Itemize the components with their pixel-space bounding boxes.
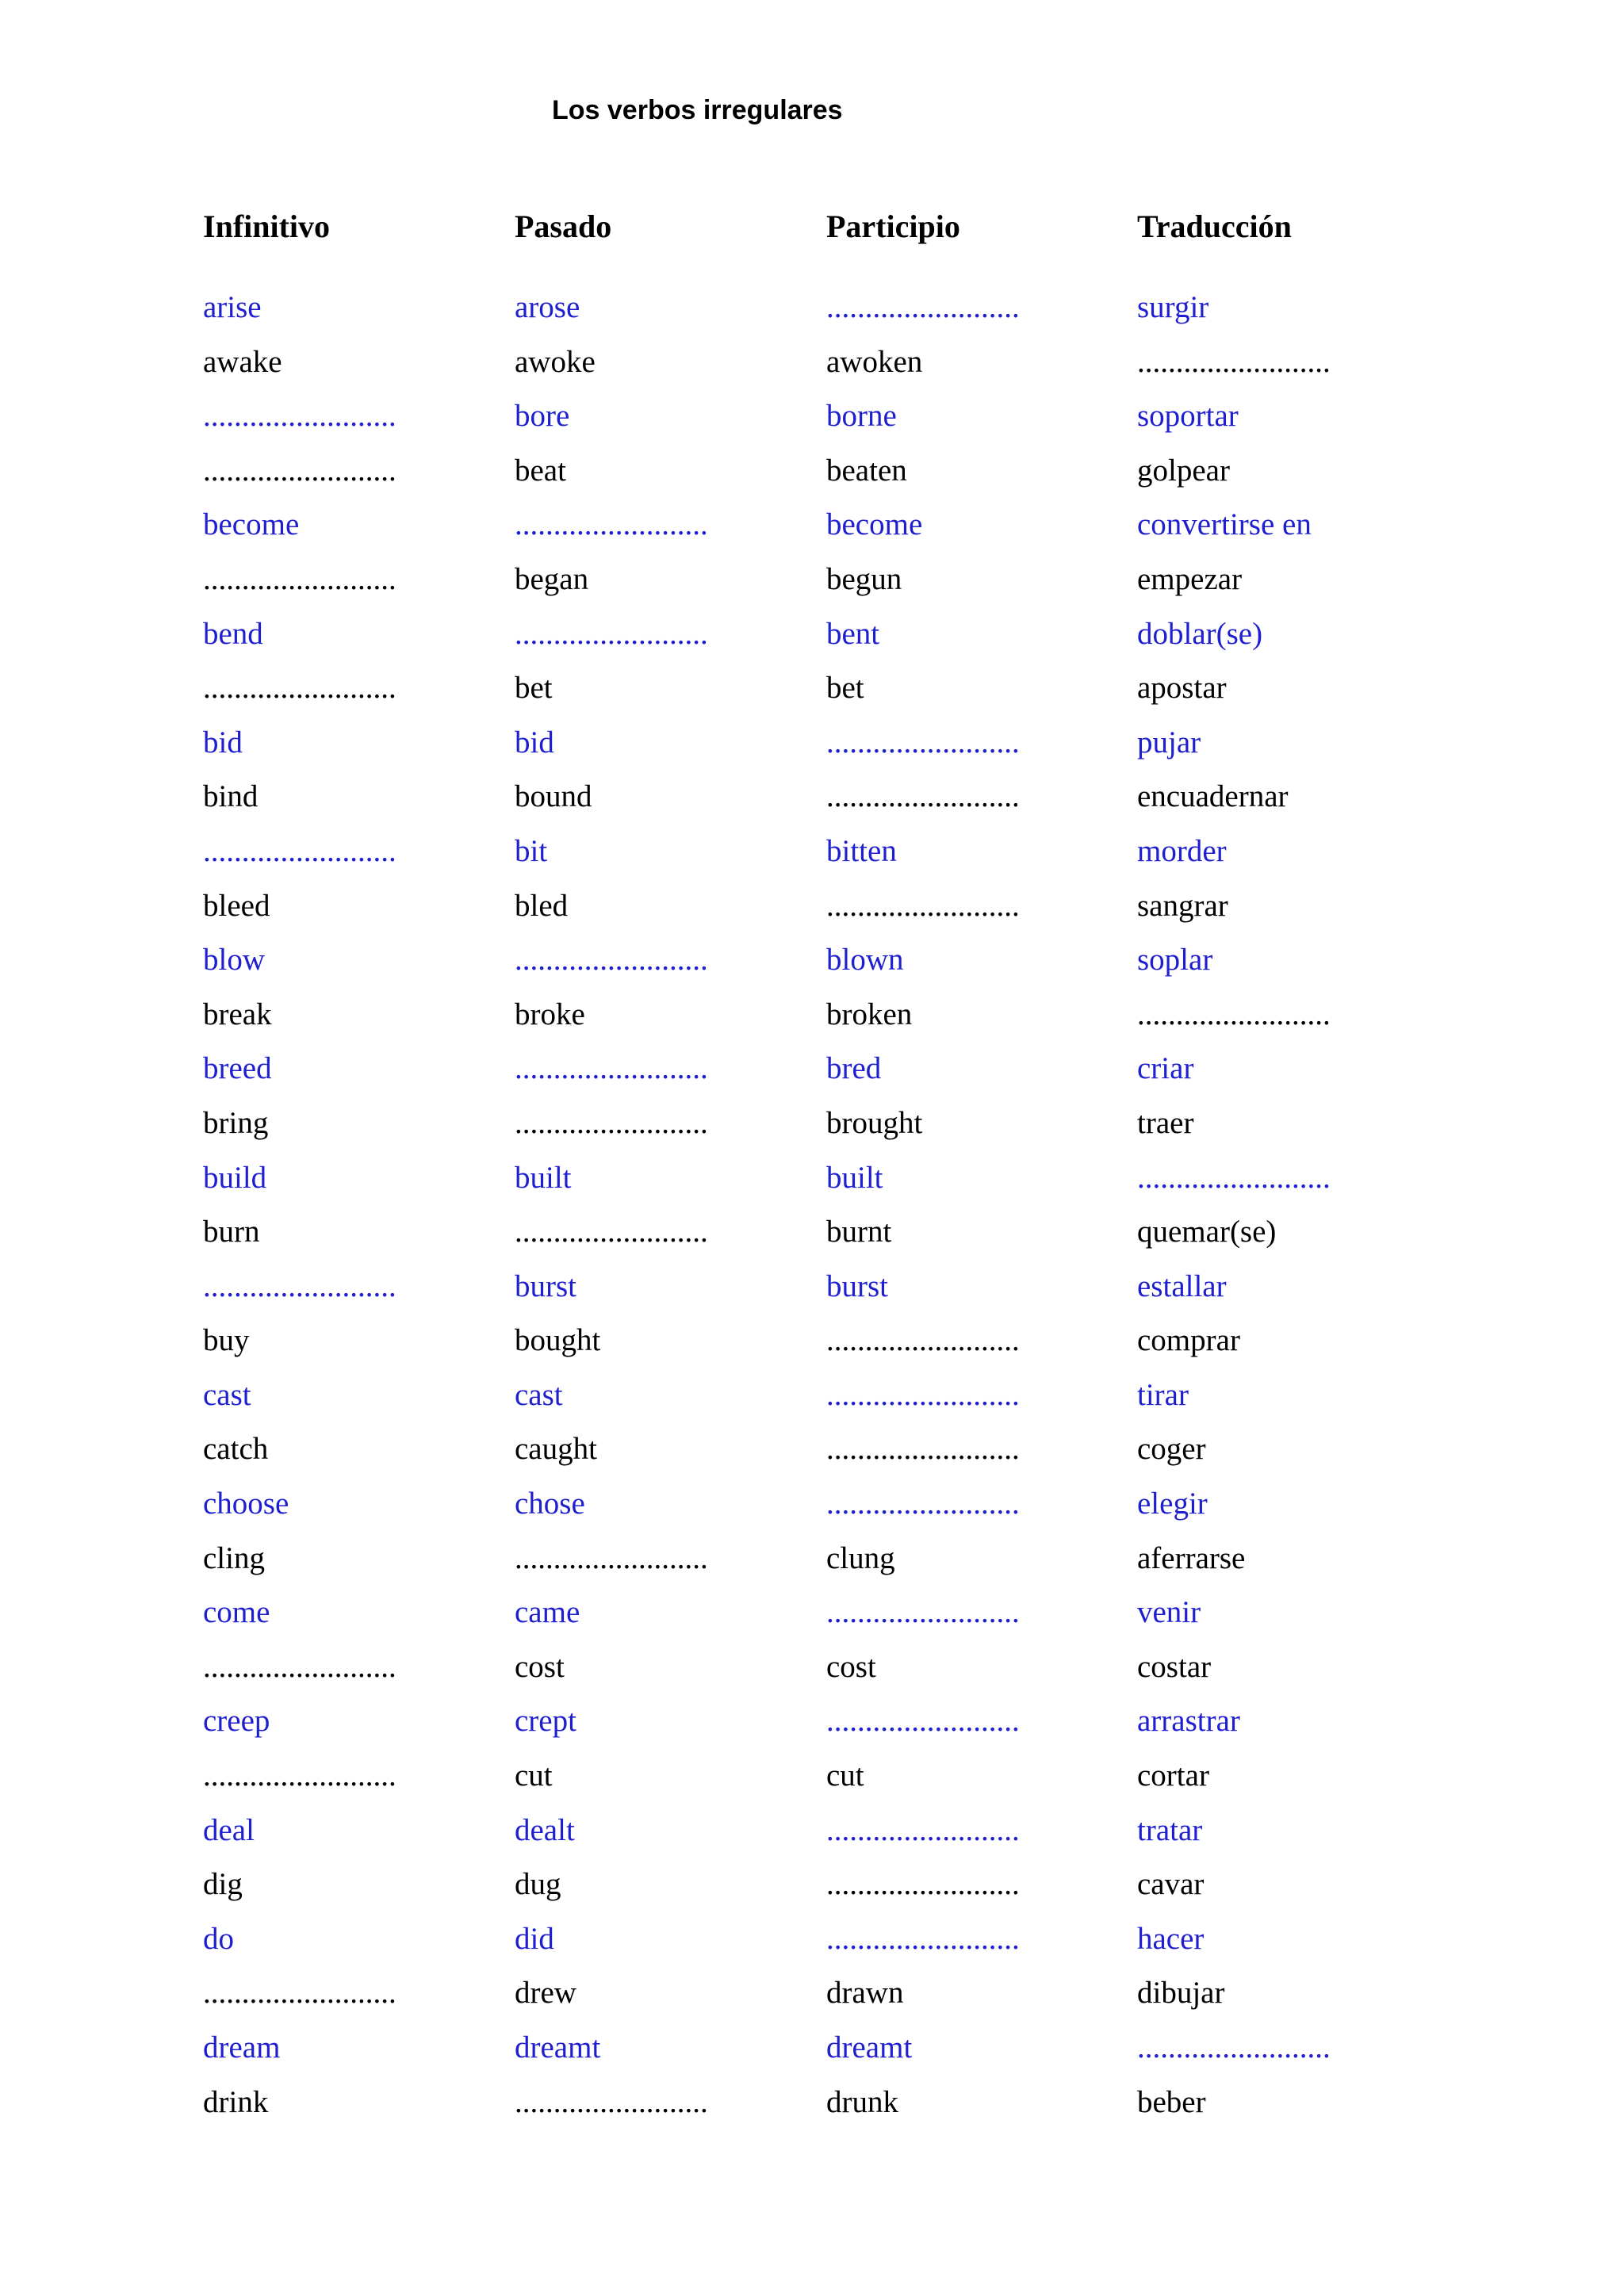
cell-pasado: cut bbox=[515, 1758, 553, 1793]
cell-infinitivo: come bbox=[203, 1595, 270, 1630]
cell-traduccion: venir bbox=[1137, 1595, 1201, 1630]
cell-traduccion: sangrar bbox=[1137, 888, 1228, 923]
table-row bbox=[0, 340, 1624, 395]
cell-participio: broken bbox=[826, 997, 913, 1031]
cell-pasado: came bbox=[515, 1595, 580, 1630]
cell-pasado: dreamt bbox=[515, 2030, 601, 2064]
table-row bbox=[0, 1862, 1624, 1917]
cell-pasado: bound bbox=[515, 779, 592, 814]
document-title: Los verbos irregulares bbox=[552, 95, 843, 125]
table-row bbox=[0, 612, 1624, 667]
cell-traduccion: empezar bbox=[1137, 561, 1243, 596]
table-row bbox=[0, 721, 1624, 775]
cell-infinitivo: do bbox=[203, 1921, 234, 1956]
cell-traduccion: soportar bbox=[1137, 399, 1239, 434]
cell-pasado: arose bbox=[515, 290, 580, 324]
cell-infinitivo: cast bbox=[203, 1377, 251, 1412]
cell-participio: cost bbox=[826, 1649, 876, 1684]
cell-traduccion: traer bbox=[1137, 1105, 1194, 1140]
cell-participio: brought bbox=[826, 1105, 923, 1140]
cell-infinitivo: bend bbox=[203, 616, 263, 651]
cell-traduccion: morder bbox=[1137, 833, 1227, 868]
cell-traduccion: pujar bbox=[1137, 725, 1201, 760]
cell-pasado: awoke bbox=[515, 344, 596, 379]
cell-pasado: ......................... bbox=[515, 943, 708, 978]
table-row bbox=[0, 1590, 1624, 1645]
cell-pasado: broke bbox=[515, 997, 585, 1031]
cell-pasado: bet bbox=[515, 671, 553, 706]
cell-traduccion: ......................... bbox=[1137, 2030, 1331, 2064]
cell-participio: burnt bbox=[826, 1215, 892, 1249]
cell-traduccion: elegir bbox=[1137, 1487, 1208, 1521]
cell-traduccion: comprar bbox=[1137, 1323, 1240, 1358]
cell-participio: become bbox=[826, 507, 923, 542]
table-row bbox=[0, 1917, 1624, 1972]
cell-infinitivo: breed bbox=[203, 1051, 272, 1086]
cell-pasado: ......................... bbox=[515, 507, 708, 542]
cell-infinitivo: bind bbox=[203, 779, 259, 814]
cell-pasado: dug bbox=[515, 1867, 561, 1902]
cell-traduccion: costar bbox=[1137, 1649, 1212, 1684]
table-row bbox=[0, 1536, 1624, 1591]
table-row bbox=[0, 1699, 1624, 1754]
cell-participio: blown bbox=[826, 943, 904, 978]
cell-traduccion: dibujar bbox=[1137, 1976, 1225, 2011]
cell-participio: bet bbox=[826, 671, 864, 706]
cell-infinitivo: ......................... bbox=[203, 1649, 396, 1684]
cell-traduccion: soplar bbox=[1137, 943, 1213, 978]
table-row bbox=[0, 1808, 1624, 1863]
cell-pasado: chose bbox=[515, 1487, 585, 1521]
cell-infinitivo: dream bbox=[203, 2030, 281, 2064]
table-row bbox=[0, 1971, 1624, 2026]
cell-traduccion: hacer bbox=[1137, 1921, 1205, 1956]
table-row bbox=[0, 2026, 1624, 2080]
table-row bbox=[0, 557, 1624, 612]
cell-infinitivo: bring bbox=[203, 1105, 269, 1140]
cell-infinitivo: catch bbox=[203, 1432, 269, 1467]
cell-infinitivo: ......................... bbox=[203, 1269, 396, 1303]
cell-pasado: bought bbox=[515, 1323, 601, 1358]
cell-pasado: ......................... bbox=[515, 1051, 708, 1086]
cell-infinitivo: deal bbox=[203, 1812, 255, 1847]
cell-participio: ......................... bbox=[826, 779, 1020, 814]
cell-traduccion: tirar bbox=[1137, 1377, 1189, 1412]
cell-pasado: ......................... bbox=[515, 2084, 708, 2119]
cell-participio: built bbox=[826, 1160, 883, 1195]
cell-traduccion: apostar bbox=[1137, 671, 1227, 706]
cell-pasado: crept bbox=[515, 1704, 576, 1739]
cell-traduccion: arrastrar bbox=[1137, 1704, 1240, 1739]
cell-infinitivo: creep bbox=[203, 1704, 270, 1739]
cell-infinitivo: bleed bbox=[203, 888, 270, 923]
cell-traduccion: ......................... bbox=[1137, 344, 1331, 379]
cell-participio: drawn bbox=[826, 1976, 904, 2011]
cell-pasado: burst bbox=[515, 1269, 576, 1303]
cell-infinitivo: bid bbox=[203, 725, 243, 760]
cell-participio: bred bbox=[826, 1051, 882, 1086]
table-row bbox=[0, 938, 1624, 993]
table-row bbox=[0, 1047, 1624, 1101]
cell-pasado: caught bbox=[515, 1432, 597, 1467]
table-row bbox=[0, 1427, 1624, 1482]
table-row bbox=[0, 829, 1624, 884]
cell-pasado: ......................... bbox=[515, 1105, 708, 1140]
cell-infinitivo: awake bbox=[203, 344, 282, 379]
cell-traduccion: cavar bbox=[1137, 1867, 1205, 1902]
cell-participio: ......................... bbox=[826, 888, 1020, 923]
cell-pasado: dealt bbox=[515, 1812, 575, 1847]
table-row bbox=[0, 1318, 1624, 1373]
table-row bbox=[0, 993, 1624, 1047]
table-row bbox=[0, 1101, 1624, 1156]
table-row bbox=[0, 1482, 1624, 1536]
cell-participio: burst bbox=[826, 1269, 888, 1303]
cell-pasado: ......................... bbox=[515, 1215, 708, 1249]
table-row bbox=[0, 1265, 1624, 1319]
cell-infinitivo: ......................... bbox=[203, 399, 396, 434]
cell-traduccion: coger bbox=[1137, 1432, 1206, 1467]
cell-pasado: bit bbox=[515, 833, 548, 868]
cell-participio: ......................... bbox=[826, 1921, 1020, 1956]
cell-traduccion: aferrarse bbox=[1137, 1540, 1246, 1575]
cell-participio: beaten bbox=[826, 453, 907, 488]
cell-infinitivo: burn bbox=[203, 1215, 260, 1249]
cell-pasado: bid bbox=[515, 725, 554, 760]
cell-infinitivo: ......................... bbox=[203, 453, 396, 488]
cell-infinitivo: drink bbox=[203, 2084, 269, 2119]
header-participio: Participio bbox=[826, 209, 960, 244]
cell-pasado: built bbox=[515, 1160, 572, 1195]
cell-traduccion: ......................... bbox=[1137, 1160, 1331, 1195]
cell-participio: cut bbox=[826, 1758, 864, 1793]
cell-traduccion: cortar bbox=[1137, 1758, 1209, 1793]
cell-infinitivo: break bbox=[203, 997, 272, 1031]
table-row bbox=[0, 884, 1624, 939]
table-row bbox=[0, 285, 1624, 340]
table-row bbox=[0, 775, 1624, 829]
cell-participio: awoken bbox=[826, 344, 923, 379]
cell-traduccion: estallar bbox=[1137, 1269, 1227, 1303]
table-row bbox=[0, 1373, 1624, 1428]
table-row bbox=[0, 449, 1624, 503]
table-row bbox=[0, 1645, 1624, 1700]
cell-participio: borne bbox=[826, 399, 897, 434]
cell-participio: bent bbox=[826, 616, 880, 651]
cell-participio: dreamt bbox=[826, 2030, 913, 2064]
table-header bbox=[0, 208, 1624, 255]
cell-pasado: beat bbox=[515, 453, 566, 488]
cell-participio: ......................... bbox=[826, 1595, 1020, 1630]
cell-infinitivo: buy bbox=[203, 1323, 250, 1358]
cell-participio: ......................... bbox=[826, 1867, 1020, 1902]
table-row bbox=[0, 1754, 1624, 1808]
cell-participio: ......................... bbox=[826, 1812, 1020, 1847]
cell-participio: bitten bbox=[826, 833, 897, 868]
cell-infinitivo: ......................... bbox=[203, 561, 396, 596]
cell-traduccion: ......................... bbox=[1137, 997, 1331, 1031]
header-infinitivo: Infinitivo bbox=[203, 209, 331, 244]
cell-pasado: bled bbox=[515, 888, 569, 923]
cell-infinitivo: become bbox=[203, 507, 300, 542]
table-row bbox=[0, 1156, 1624, 1211]
cell-pasado: ......................... bbox=[515, 616, 708, 651]
cell-traduccion: criar bbox=[1137, 1051, 1194, 1086]
cell-infinitivo: arise bbox=[203, 290, 262, 324]
cell-infinitivo: dig bbox=[203, 1867, 243, 1902]
table-row bbox=[0, 2080, 1624, 2135]
cell-participio: ......................... bbox=[826, 1432, 1020, 1467]
cell-participio: ......................... bbox=[826, 1704, 1020, 1739]
cell-participio: drunk bbox=[826, 2084, 898, 2119]
cell-traduccion: tratar bbox=[1137, 1812, 1203, 1847]
cell-participio: ......................... bbox=[826, 290, 1020, 324]
cell-pasado: drew bbox=[515, 1976, 576, 2011]
header-traduccion: Traducción bbox=[1137, 209, 1292, 244]
table-row bbox=[0, 503, 1624, 557]
cell-pasado: cost bbox=[515, 1649, 565, 1684]
cell-traduccion: golpear bbox=[1137, 453, 1230, 488]
cell-infinitivo: ......................... bbox=[203, 833, 396, 868]
cell-participio: begun bbox=[826, 561, 902, 596]
cell-participio: ......................... bbox=[826, 1487, 1020, 1521]
cell-participio: ......................... bbox=[826, 1377, 1020, 1412]
cell-traduccion: surgir bbox=[1137, 290, 1209, 324]
table-row bbox=[0, 394, 1624, 449]
cell-infinitivo: blow bbox=[203, 943, 265, 978]
table-row bbox=[0, 666, 1624, 721]
cell-infinitivo: ......................... bbox=[203, 671, 396, 706]
cell-pasado: ......................... bbox=[515, 1540, 708, 1575]
table-row bbox=[0, 1210, 1624, 1265]
cell-participio: clung bbox=[826, 1540, 895, 1575]
header-pasado: Pasado bbox=[515, 209, 612, 244]
cell-traduccion: doblar(se) bbox=[1137, 616, 1263, 651]
cell-traduccion: quemar(se) bbox=[1137, 1215, 1277, 1249]
cell-infinitivo: ......................... bbox=[203, 1976, 396, 2011]
cell-traduccion: convertirse en bbox=[1137, 507, 1312, 542]
cell-traduccion: beber bbox=[1137, 2084, 1206, 2119]
cell-participio: ......................... bbox=[826, 725, 1020, 760]
cell-pasado: bore bbox=[515, 399, 570, 434]
cell-pasado: cast bbox=[515, 1377, 563, 1412]
cell-pasado: began bbox=[515, 561, 589, 596]
cell-infinitivo: choose bbox=[203, 1487, 289, 1521]
cell-infinitivo: ......................... bbox=[203, 1758, 396, 1793]
cell-pasado: did bbox=[515, 1921, 554, 1956]
verb-table bbox=[0, 285, 1624, 2134]
cell-traduccion: encuadernar bbox=[1137, 779, 1289, 814]
cell-infinitivo: build bbox=[203, 1160, 267, 1195]
cell-participio: ......................... bbox=[826, 1323, 1020, 1358]
cell-infinitivo: cling bbox=[203, 1540, 265, 1575]
